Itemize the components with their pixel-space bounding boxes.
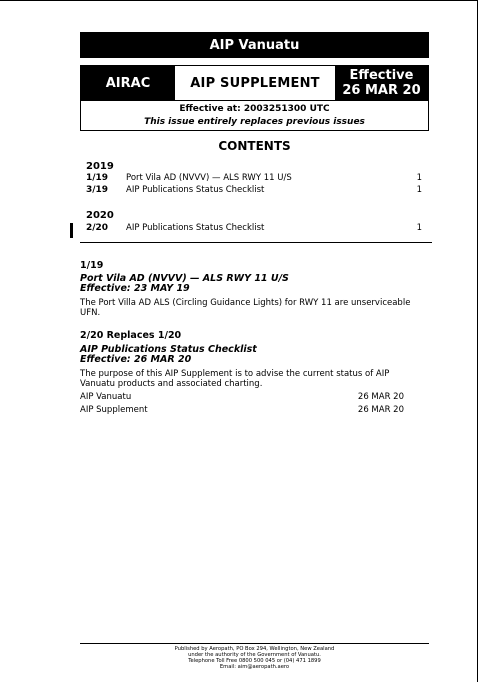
toc-page: 1 — [416, 173, 422, 183]
section-number: 2/20 Replaces 1/20 — [80, 330, 182, 341]
status-label: AIP Vanuatu — [80, 392, 132, 402]
section-effective: Effective: 26 MAR 20 — [80, 354, 192, 365]
contents-divider — [80, 242, 432, 243]
footer — [80, 646, 429, 670]
section-title: Port Vila AD (NVVV) — ALS RWY 11 U/S — [80, 273, 289, 284]
airac-header-box — [80, 65, 429, 131]
replaces-note: This issue entirely replaces previous issues — [144, 117, 365, 127]
effective-label: Effective — [349, 68, 414, 83]
contents-heading: CONTENTS — [218, 139, 291, 153]
toc-page: 1 — [416, 185, 422, 195]
toc-title: Port Vila AD (NVVV) — ALS RWY 11 U/S — [126, 173, 292, 183]
supplement-label: AIP SUPPLEMENT — [175, 66, 335, 100]
toc-number: 3/19 — [86, 185, 109, 195]
status-row — [80, 391, 404, 403]
toc-row[interactable] — [86, 222, 422, 234]
section-title: AIP Publications Status Checklist — [80, 344, 257, 355]
status-row — [80, 404, 404, 416]
page-border-top — [0, 0, 477, 1]
toc-number: 2/20 — [86, 223, 109, 233]
toc-title: AIP Publications Status Checklist — [126, 223, 265, 233]
footer-divider — [80, 643, 429, 644]
footer-line: under the authority of the Government of Vanuatu. — [188, 652, 321, 658]
toc-row[interactable] — [86, 184, 422, 196]
section-effective: Effective: 23 MAY 19 — [80, 283, 190, 294]
effective-block — [335, 66, 428, 100]
effective-date: 26 MAR 20 — [342, 83, 421, 98]
page-border-right — [477, 0, 478, 682]
section-number: 1/19 — [80, 260, 104, 271]
document-title: AIP Vanuatu — [80, 32, 429, 58]
airac-info — [81, 100, 428, 129]
toc-year-2020: 2020 — [86, 210, 114, 221]
footer-line: Published by Aeropath, PO Box 294, Wellington, New Zealand — [174, 646, 335, 652]
section-body: The Port Villa AD ALS (Circling Guidance Lights) for RWY 11 are unserviceable UFN. — [80, 298, 411, 318]
footer-email[interactable]: Email: aim@aeropath.aero — [219, 664, 290, 670]
airac-row — [81, 66, 428, 100]
footer-line: Telephone Toll Free 0800 500 045 or (04) 471 1899 — [188, 658, 321, 664]
toc-year-2019: 2019 — [86, 161, 114, 172]
status-date: 26 MAR 20 — [357, 405, 404, 415]
effective-at: Effective at: 2003251300 UTC — [179, 104, 330, 114]
section-body: The purpose of this AIP Supplement is to advise the current status of AIP Vanuatu products and associated charting. — [80, 369, 390, 389]
status-label: AIP Supplement — [80, 405, 148, 415]
toc-title: AIP Publications Status Checklist — [126, 185, 265, 195]
toc-number: 1/19 — [86, 173, 109, 183]
toc-row[interactable] — [86, 172, 422, 184]
toc-page: 1 — [416, 223, 422, 233]
change-bar — [70, 223, 73, 238]
status-date: 26 MAR 20 — [357, 392, 404, 402]
airac-label: AIRAC — [81, 66, 175, 100]
